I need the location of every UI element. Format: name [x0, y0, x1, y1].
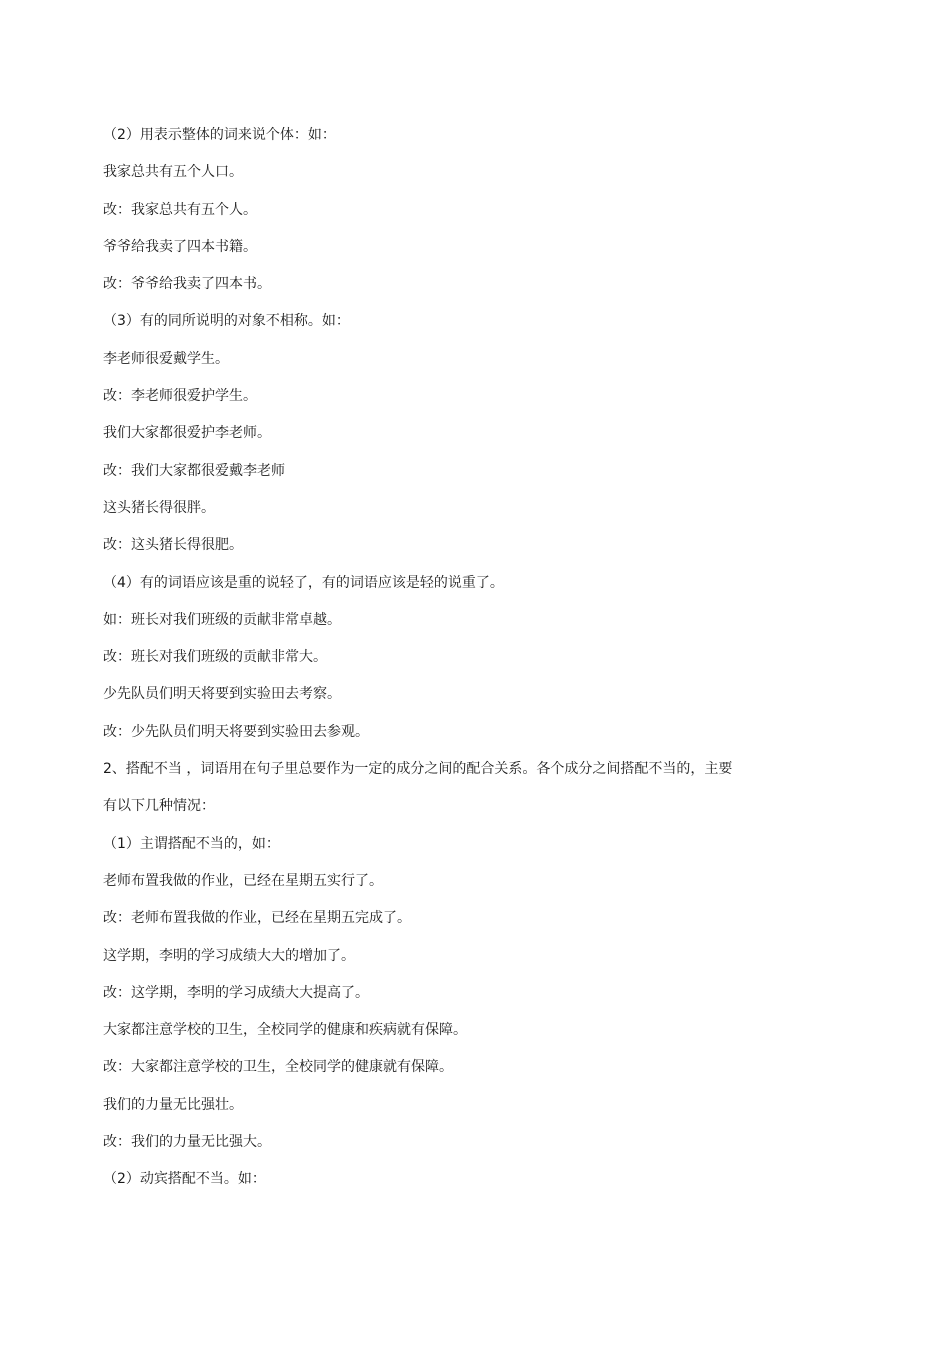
text-line: 我们大家都很爱护李老师。 [103, 425, 271, 442]
text-line: 李老师很爱戴学生。 [103, 350, 229, 367]
text-body [103, 122, 803, 1204]
text-line: 改：这学期，李明的学习成绩大大提高了。 [103, 984, 369, 1001]
text-line: 改：班长对我们班级的贡献非常大。 [103, 649, 327, 666]
text-line: 改：李老师很爱护学生。 [103, 388, 257, 405]
text-line: 改：我们大家都很爱戴李老师 [103, 462, 285, 479]
text-line: （4）有的词语应该是重的说轻了，有的词语应该是轻的说重了。 [103, 574, 504, 591]
text-line: 改：老师布置我做的作业，已经在星期五完成了。 [103, 910, 411, 927]
text-line: 改：我家总共有五个人。 [103, 201, 257, 218]
text-line: 这学期，李明的学习成绩大大的增加了。 [103, 947, 355, 964]
text-line: 改：少先队员们明天将要到实验田去参观。 [103, 723, 369, 740]
text-line: （2）用表示整体的词来说个体：如： [103, 127, 336, 143]
text-line: 改：爷爷给我卖了四本书。 [103, 276, 271, 293]
text-line: 改：这头猪长得很肥。 [103, 537, 243, 554]
text-line: 少先队员们明天将要到实验田去考察。 [103, 686, 341, 703]
text-line: 我家总共有五个人口。 [103, 164, 243, 181]
text-line: 爷爷给我卖了四本书籍。 [103, 238, 257, 255]
text-line: 2、搭配不当 ，词语用在句子里总要作为一定的成分之间的配合关系。各个成分之间搭配不当的，主要 [103, 761, 733, 778]
text-line: 我们的力量无比强壮。 [103, 1096, 243, 1113]
text-line: 有以下几种情况： [103, 798, 215, 815]
text-line: （1）主谓搭配不当的，如： [103, 835, 280, 852]
text-line: 改：我们的力量无比强大。 [103, 1134, 271, 1151]
text-line: （2）动宾搭配不当。如： [103, 1171, 266, 1188]
text-line: （3）有的同所说明的对象不相称。如： [103, 313, 350, 330]
text-line: 如：班长对我们班级的贡献非常卓越。 [103, 611, 341, 628]
text-line: 改：大家都注意学校的卫生，全校同学的健康就有保障。 [103, 1059, 453, 1076]
text-line: 这头猪长得很胖。 [103, 499, 215, 516]
text-line: 大家都注意学校的卫生，全校同学的健康和疾病就有保障。 [103, 1022, 467, 1039]
text-line: 老师布置我做的作业，已经在星期五实行了。 [103, 872, 383, 889]
